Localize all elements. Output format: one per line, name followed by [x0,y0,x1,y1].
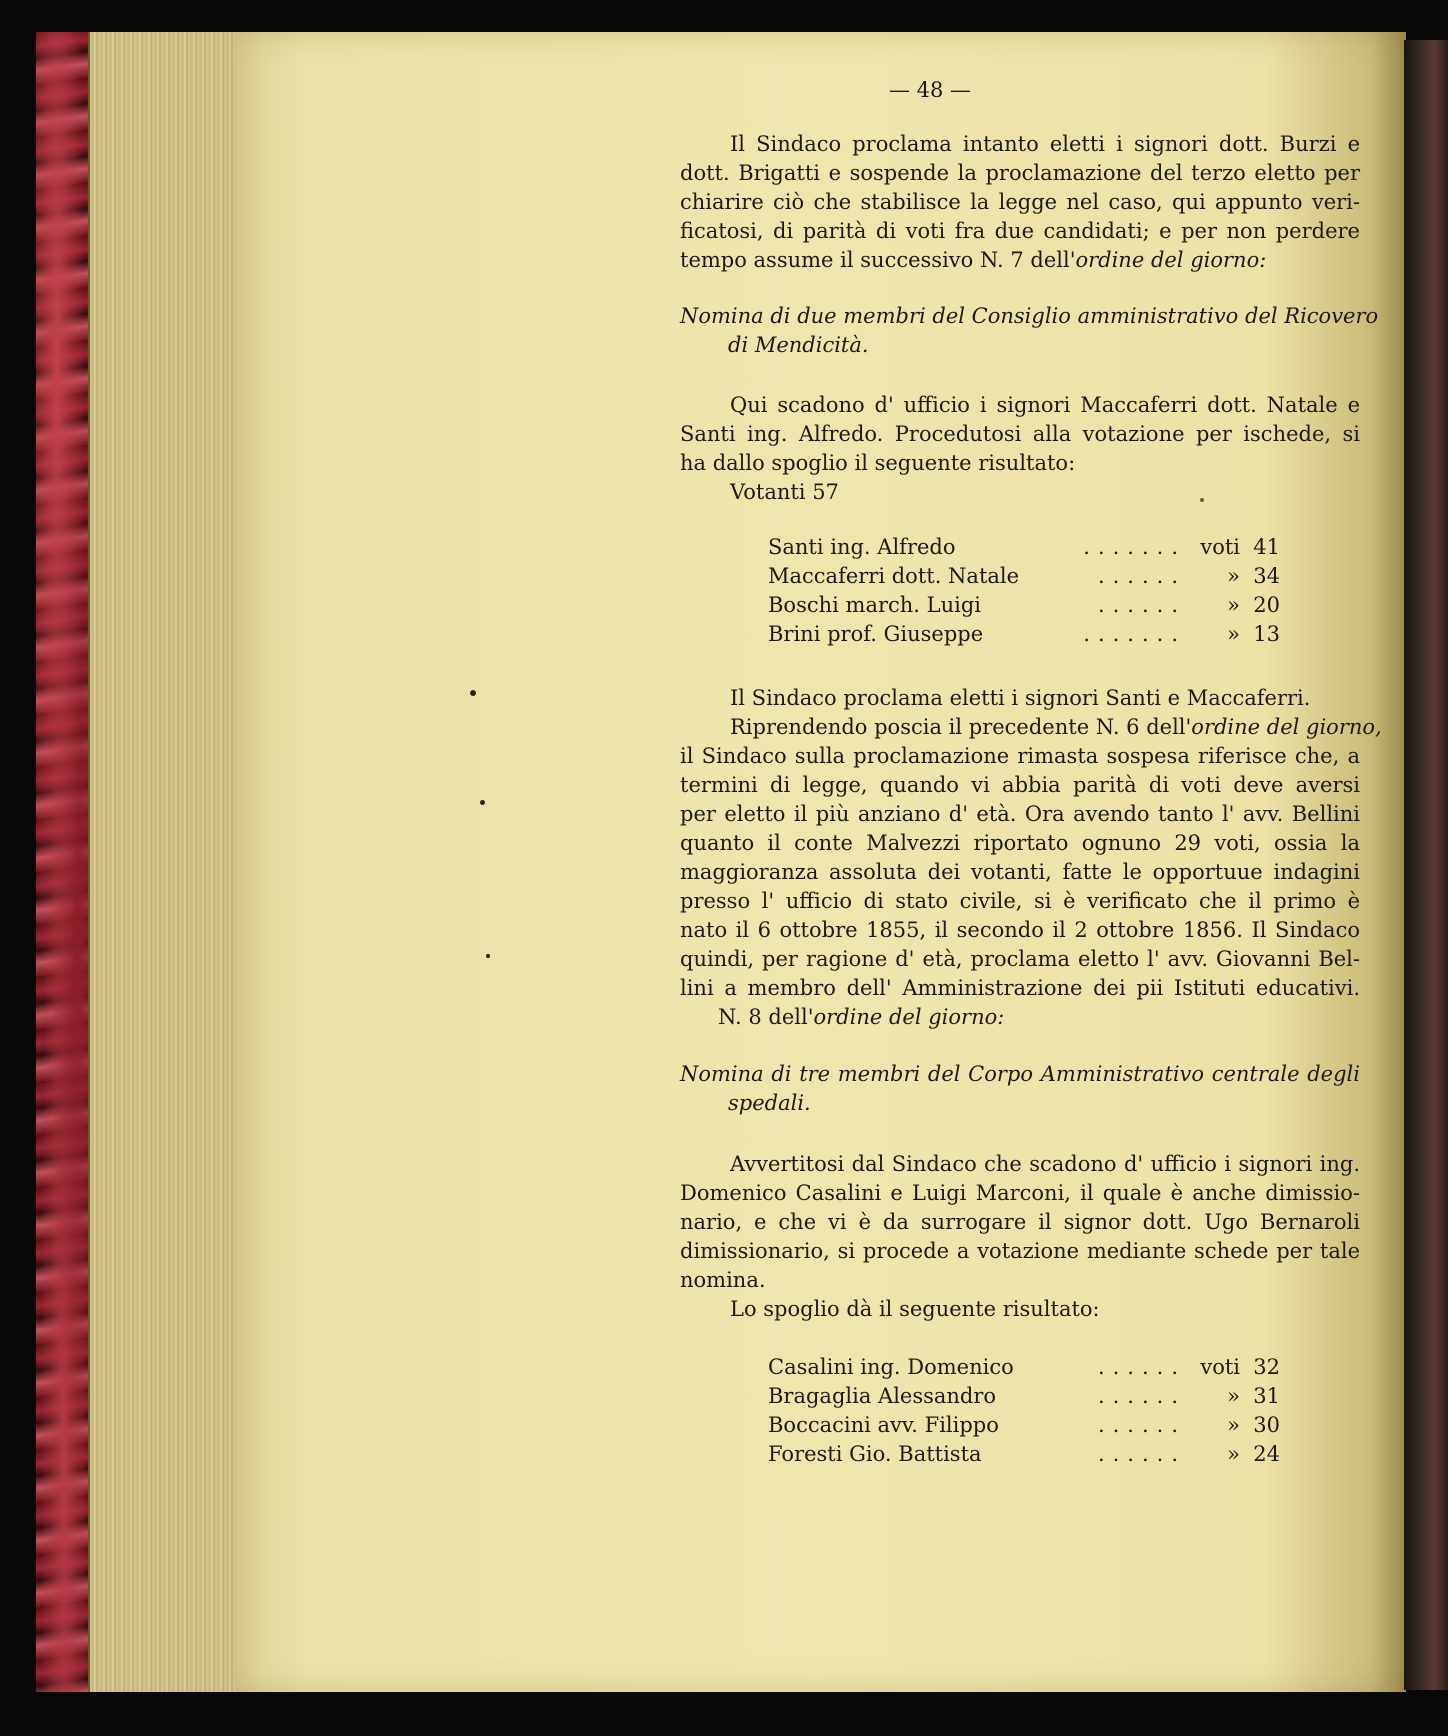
text-line: maggioranza assoluta dei votanti, fatte le opportuue indagini [680,860,1360,884]
table-row: Boccacini avv. Filippo ...... » 30 [768,1413,1280,1437]
text-line: dott. Brigatti e sospende la proclamazione del terzo eletto per [680,161,1360,185]
text-line: Avvertitosi dal Sindaco che scadono d' ufficio i signori ing. [730,1152,1360,1176]
text-line: il Sindaco sulla proclamazione rimasta sospesa riferisce che, a [680,744,1360,768]
text-line: quindi, per ragione d' età, proclama eletto l' avv. Giovanni Bel- [680,947,1360,971]
table-row: Maccaferri dott. Natale ...... » 34 [768,564,1280,588]
ink-speck [486,954,490,958]
section-heading: di Mendicità. [728,333,869,357]
table-row: Bragaglia Alessandro ...... » 31 [768,1384,1280,1408]
text-line: N. 8 dell'ordine del giorno: [718,1005,1005,1029]
text-line: presso l' ufficio di stato civile, si è verificato che il primo è [680,889,1360,913]
text-line: Il Sindaco proclama intanto eletti i signori dott. Burzi e [730,132,1360,156]
ink-speck [470,690,476,696]
text-line: Il Sindaco proclama eletti i signori Santi e Maccaferri. [730,686,1311,710]
text-line: dimissionario, si procede a votazione mediante schede per tale [680,1239,1360,1263]
text-line: Riprendendo poscia il precedente N. 6 dell'ordine del giorno, [730,715,1382,739]
text-line: Qui scadono d' ufficio i signori Maccaferri dott. Natale e [730,393,1360,417]
section-heading: spedali. [728,1091,811,1115]
text-line: nato il 6 ottobre 1855, il secondo il 2 ottobre 1856. Il Sindaco [680,918,1360,942]
text-line: Domenico Casalini e Luigi Marconi, il quale è anche dimissio- [680,1181,1360,1205]
page-edges [88,32,240,1692]
text-line: nomina. [680,1268,766,1292]
page-number: — 48 — [888,78,972,102]
table-row: Boschi march. Luigi ...... » 20 [768,593,1280,617]
text-line: Votanti 57 [730,480,839,504]
ink-speck [480,800,485,805]
text-line: ha dallo spoglio il seguente risultato: [680,451,1076,475]
text-line: Santi ing. Alfredo. Procedutosi alla votazione per ischede, si [680,422,1360,446]
text-line: per eletto il più anziano d' età. Ora avendo tanto l' avv. Bellini [680,802,1360,826]
ink-speck [1200,498,1204,502]
text-line: termini di legge, quando vi abbia parità di voti deve aversi [680,773,1360,797]
text-line: Lo spoglio dà il seguente risultato: [730,1297,1100,1321]
text-line: quanto il conte Malvezzi riportato ognuno 29 voti, ossia la [680,831,1360,855]
text-line: nario, e che vi è da surrogare il signor dott. Ugo Bernaroli [680,1210,1360,1234]
book-spine [1404,40,1448,1690]
section-heading: Nomina di tre membri del Corpo Amministrativo centrale degli [680,1062,1360,1086]
section-heading: Nomina di due membri del Consiglio amministrativo del Ricovero [680,304,1379,328]
table-row: Santi ing. Alfredo ....... voti 41 [768,535,1280,559]
table-row: Brini prof. Giuseppe ....... » 13 [768,622,1280,646]
text-line: ficatosi, di parità di voti fra due candidati; e per non perdere [680,219,1360,243]
table-row: Foresti Gio. Battista ...... » 24 [768,1442,1280,1466]
text-line: tempo assume il successivo N. 7 dell'ordine del giorno: [680,248,1267,272]
table-row: Casalini ing. Domenico ...... voti 32 [768,1355,1280,1379]
text-line: lini a membro dell' Amministrazione dei pii Istituti educativi. [680,976,1360,1000]
text-line: chiarire ciò che stabilisce la legge nel caso, qui appunto veri- [680,190,1360,214]
